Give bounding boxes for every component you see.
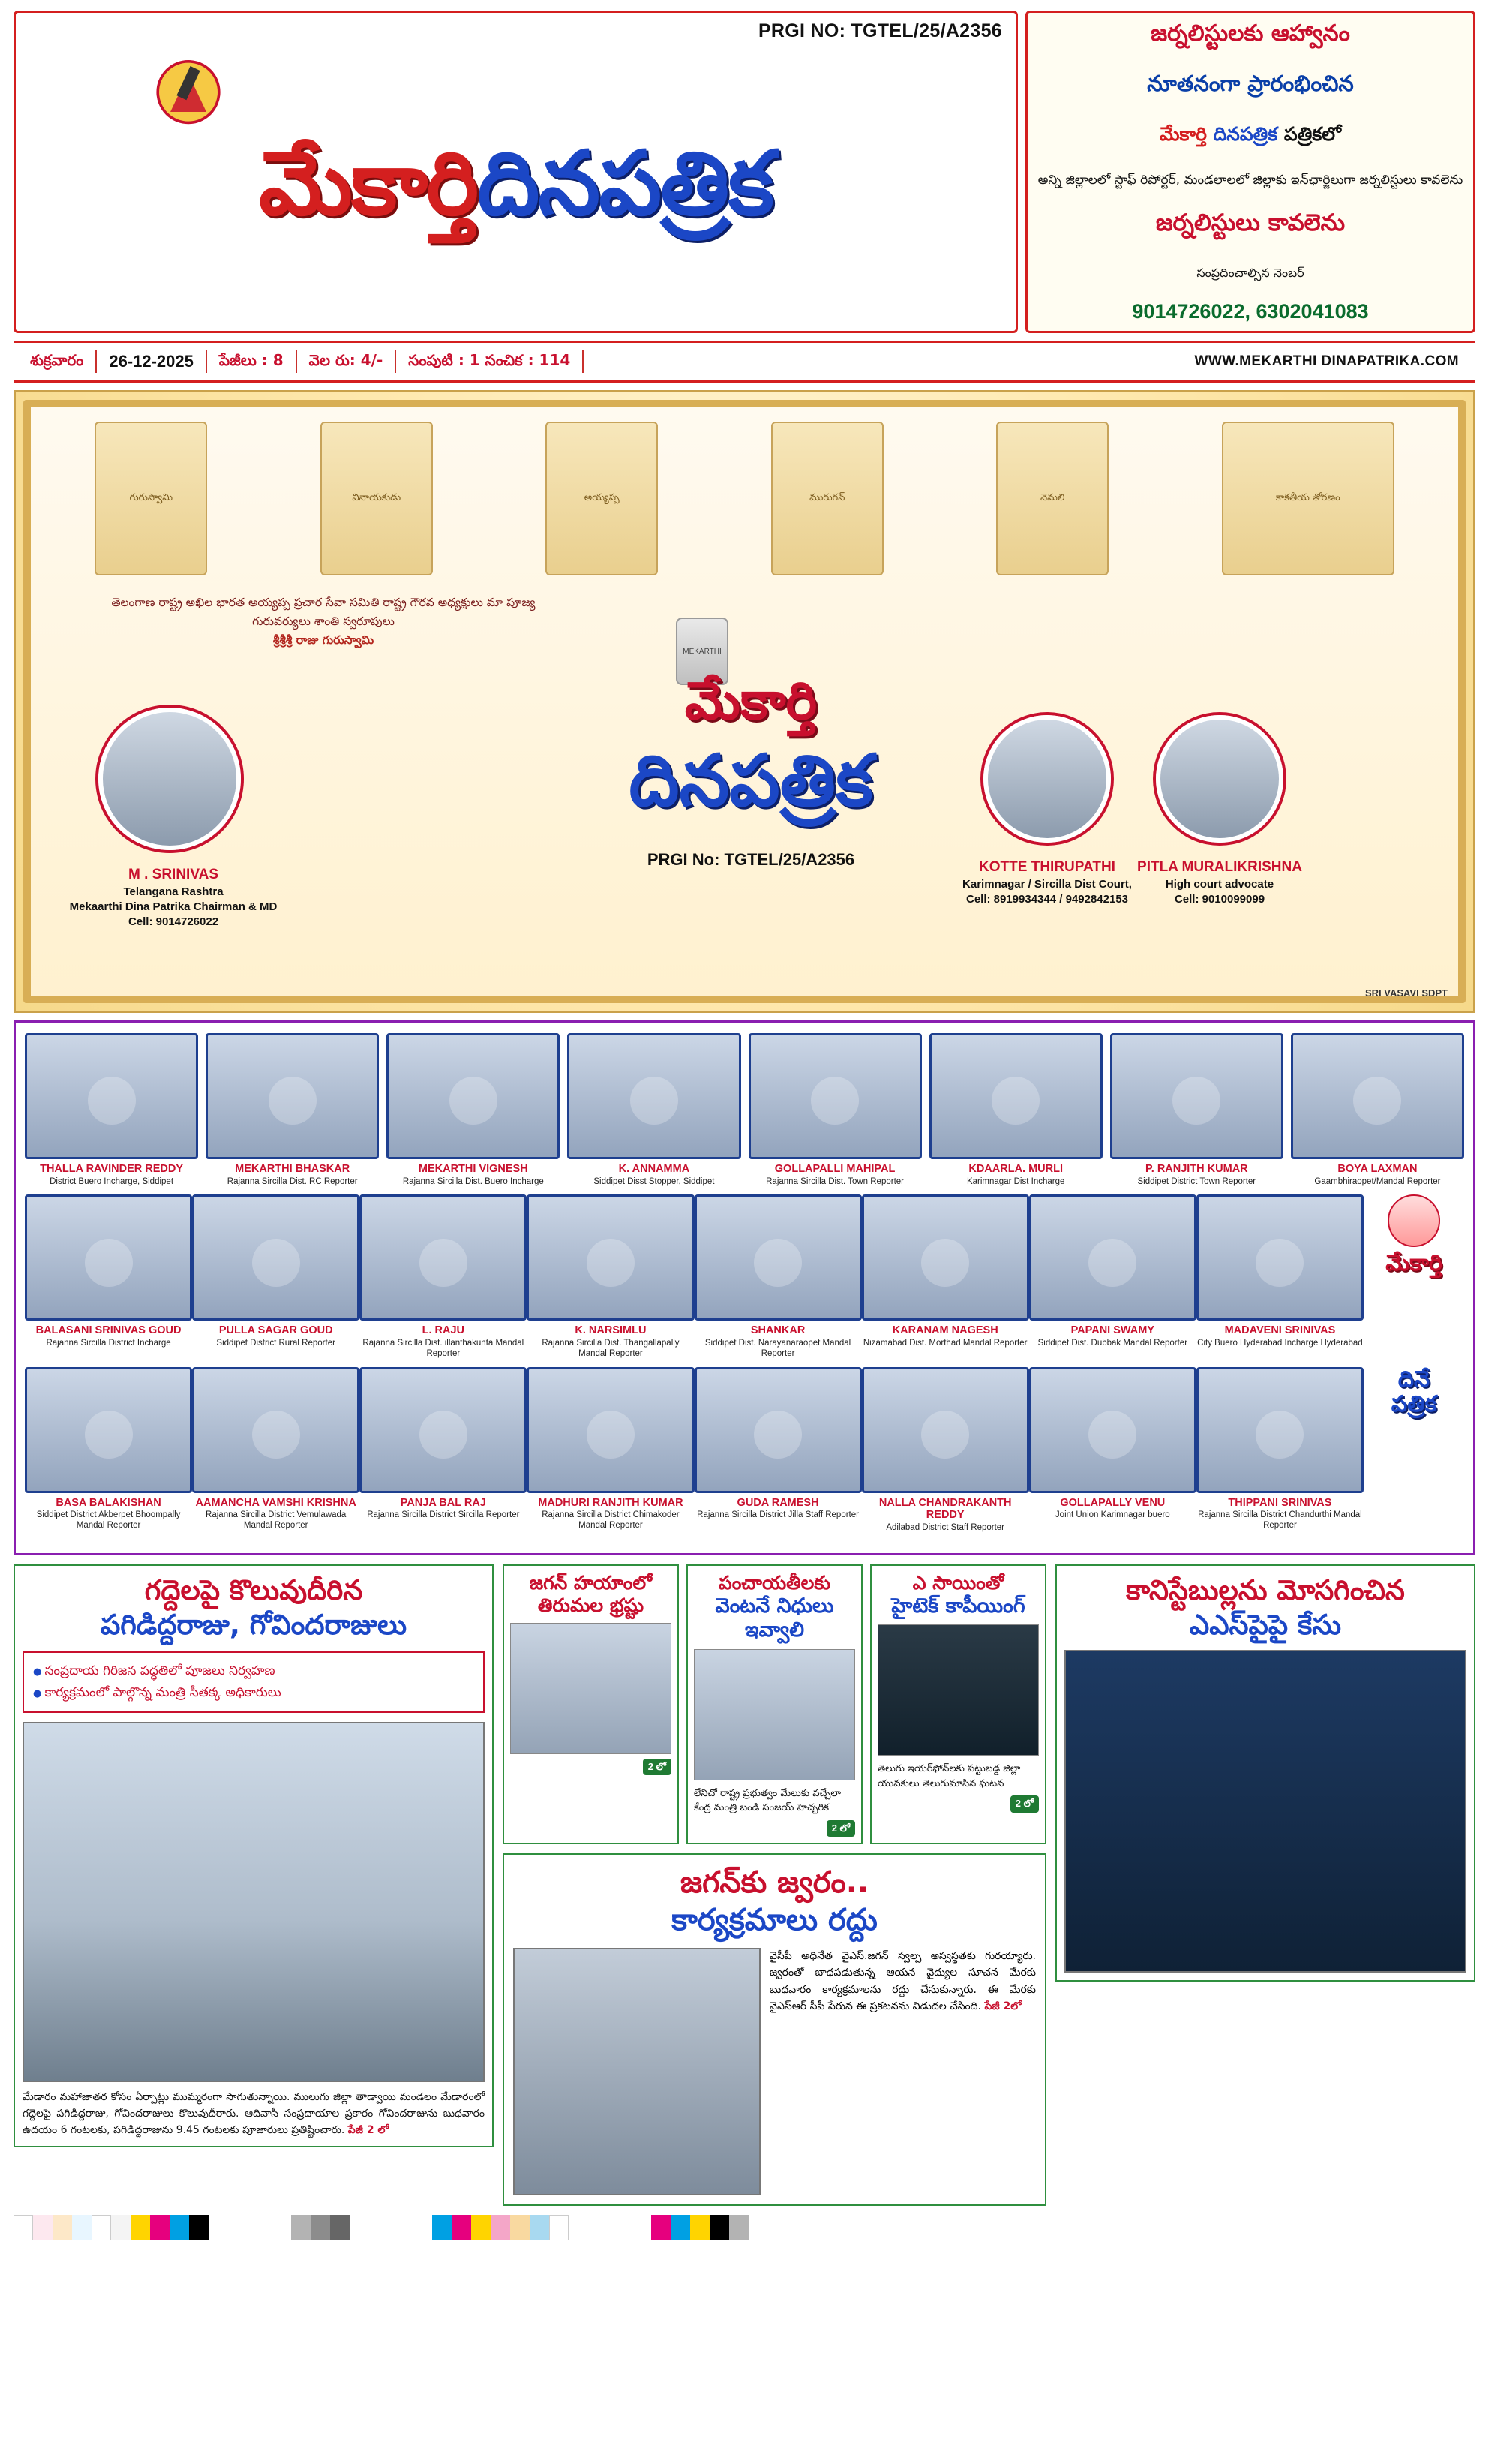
torch-hand-emblem-icon <box>143 49 233 139</box>
staff-role: Rajanna Sircilla Dist. illanthakunta Mandal Reporter <box>362 1339 524 1358</box>
color-swatch <box>530 2215 549 2240</box>
color-swatch <box>491 2215 510 2240</box>
staff-name: MEKARTHI BHASKAR <box>235 1163 350 1175</box>
advocate-2-line2: High court advocate <box>1165 877 1274 891</box>
staff-brand-logo <box>1364 1194 1464 1282</box>
staff-role: Rajanna Sircilla Dist. Town Reporter <box>766 1176 904 1186</box>
top-story-1-page-flag[interactable]: 2 లో <box>643 1759 671 1775</box>
murugan-image: మురుగన్ <box>771 422 884 575</box>
hero-credit: SRI VASAVI SDPT <box>1364 987 1448 999</box>
ad-contact-numbers: 9014726022, 6302041083 <box>1132 300 1369 323</box>
staff-name: K. NARSIMLU <box>575 1324 647 1337</box>
hero-blessing-name: శ్రీశ్రీశ్రీ రాజు గురుస్వామి <box>272 633 374 647</box>
issue-price: వెల రు: 4/- <box>308 350 383 369</box>
staff-card <box>192 1367 359 1531</box>
staff-photo <box>527 1194 694 1321</box>
staff-photo <box>206 1033 379 1159</box>
staff-card <box>695 1367 862 1521</box>
staff-card <box>359 1367 527 1521</box>
top-story-card-2 <box>686 1564 863 1844</box>
staff-card <box>1196 1194 1364 1348</box>
staff-name: PANJA BAL RAJ <box>400 1496 486 1509</box>
color-swatch <box>92 2215 111 2240</box>
news-column-middle <box>503 1564 1046 2206</box>
left-bullet-2: ● కార్యక్రమంలో పాల్గొన్న మంత్రి సీతక్క అధికారులు <box>33 1682 474 1704</box>
staff-name: BOYA LAXMAN <box>1337 1163 1418 1175</box>
color-swatch <box>131 2215 150 2240</box>
staff-name: K. ANNAMMA <box>618 1163 690 1175</box>
staff-role: Rajanna Sircilla District Jilla Staff Reporter <box>697 1510 859 1520</box>
divider <box>582 350 584 373</box>
staff-logo-blue-2: పత్రిక <box>1391 1390 1437 1417</box>
staff-role: Rajanna Sircilla Dist. RC Reporter <box>227 1176 358 1186</box>
staff-card <box>1110 1033 1283 1187</box>
advocate-2-caption <box>1118 858 1321 907</box>
staff-photo <box>192 1194 359 1321</box>
staff-row-1 <box>25 1033 1464 1187</box>
staff-card <box>25 1033 198 1187</box>
hero-banner <box>14 390 1475 1013</box>
right-headline-line-1: కానిస్టేబుల్లను మోసగించిన <box>1126 1573 1405 1606</box>
avatar-advocate-2 <box>1156 715 1283 843</box>
staff-row-2 <box>25 1194 1464 1359</box>
staff-name: GOLLAPALLI MAHIPAL <box>774 1163 896 1175</box>
issue-day: శుక్రవారం <box>30 350 84 369</box>
staff-role: Nizamabad Dist. Morthad Mandal Reporter <box>863 1339 1028 1348</box>
chairman-line3: Mekaarthi Dina Patrika Chairman & MD <box>69 900 278 913</box>
website-url[interactable]: WWW.MEKARTHI DINAPATRIKA.COM <box>1194 353 1459 369</box>
staff-logo-blue-1: దినే <box>1397 1366 1430 1393</box>
staff-name: GUDA RAMESH <box>737 1496 819 1509</box>
staff-photo <box>929 1033 1103 1159</box>
mid-headline-line-2: కార్యక్రమాలు రద్దు <box>671 1902 878 1937</box>
ad-brand-red: మేకార్తి <box>1159 122 1207 145</box>
staff-card <box>567 1033 740 1187</box>
staff-name: BASA BALAKISHAN <box>56 1496 161 1509</box>
staff-role: Joint Union Karimnagar buero <box>1055 1510 1170 1520</box>
top-story-2-headline-red: పంచాయతీలకు <box>718 1571 831 1594</box>
staff-name: L. RAJU <box>422 1324 465 1337</box>
top-story-card-1 <box>503 1564 679 1844</box>
recruitment-ad <box>1025 11 1475 333</box>
top-story-card-3 <box>870 1564 1046 1844</box>
ad-brand-blue: దినపత్రిక <box>1213 122 1278 145</box>
staff-photo <box>695 1367 862 1493</box>
left-bullet-list <box>23 1651 485 1713</box>
staff-name: PAPANI SWAMY <box>1070 1324 1155 1337</box>
issue-info-bar <box>14 341 1475 383</box>
color-swatch <box>170 2215 189 2240</box>
staff-name: PULLA SAGAR GOUD <box>218 1324 333 1337</box>
avatar-chairman <box>98 708 241 850</box>
press-emblem-icon <box>1388 1194 1440 1247</box>
advocate-2-name: PITLA MURALIKRISHNA <box>1137 859 1302 875</box>
chairman-name: M . SRINIVAS <box>128 867 218 882</box>
masthead-title-blue: దినపత్రిక <box>477 131 773 236</box>
chairman-cell: Cell: 9014726022 <box>128 915 219 929</box>
hero-blessing-line: తెలంగాణ రాష్ట్ర అఖిల భారత అయ్యప్ప ప్రచార సేవా సమితి రాష్ట్ర గౌరవ అధ్యక్షులు మా పూజ్య గురువర్యులు శాంతి స్వరూపులు <box>111 596 536 628</box>
masthead <box>14 11 1475 333</box>
staff-photo <box>1029 1367 1196 1493</box>
chairman-caption <box>61 865 286 930</box>
color-swatch <box>432 2215 452 2240</box>
top-story-1-photo <box>510 1623 671 1754</box>
staff-card <box>1196 1367 1364 1531</box>
color-swatch <box>189 2215 209 2240</box>
staff-role: Siddipet District Town Reporter <box>1137 1176 1256 1186</box>
hero-title-blue: దినపత్రిక <box>629 740 873 822</box>
left-article-text: మేడారం మహాజాతర కోసం ఏర్పాట్లు ముమ్మరంగా సాగుతున్నాయి. ములుగు జిల్లా తాడ్వాయి మండలం మేడారంలో గద్దెలపై పగిడిద్దరాజు, గోవిందరాజులు కొలువుదీరారు. ఆదివాసీ సంప్రదాయాల ప్రకారం గోవిందరాజును బుధవారం ఉదయం 6 గంటలకు, పగిడిద్దరాజును 9.45 గంటలకు పూజారులు ప్రతిష్టించారు. <box>23 2091 485 2136</box>
staff-card <box>749 1033 922 1187</box>
staff-role: Rajanna Sircilla District Chimakoder Mandal Reporter <box>542 1510 680 1531</box>
chairman-line2: Telangana Rashtra <box>123 885 224 898</box>
staff-card <box>862 1194 1029 1348</box>
color-swatch <box>710 2215 729 2240</box>
top-story-2-text: లేనిచో రాష్ట్ర ప్రభుత్వం మేలుకు వచ్చేలా కేంద్ర మంత్రి బండి సంజయ్ హెచ్చరిక <box>694 1787 841 1814</box>
staff-name: AAMANCHA VAMSHI KRISHNA <box>195 1496 356 1509</box>
staff-card <box>206 1033 379 1187</box>
color-swatch-group-right <box>432 2215 569 2240</box>
news-column-left <box>14 1564 494 2147</box>
color-swatch <box>330 2215 350 2240</box>
issue-volume: సంపుటి : 1 సంచిక : 114 <box>408 350 571 369</box>
staff-role: District Buero Incharge, Siddipet <box>50 1176 174 1186</box>
avatar-advocate-1 <box>983 715 1111 843</box>
color-swatch <box>53 2215 72 2240</box>
staff-role: Siddipet District Akberpet Bhoompally Mandal Reporter <box>36 1510 181 1531</box>
ad-contact-label: సంప్రదించాల్సిన నెంబర్‌ <box>1196 265 1304 280</box>
staff-name: THIPPANI SRINIVAS <box>1228 1496 1332 1509</box>
staff-name: THALLA RAVINDER REDDY <box>40 1163 184 1175</box>
staff-photo <box>192 1367 359 1493</box>
staff-name: KDAARLA. MURLI <box>968 1163 1064 1175</box>
mid-lower-story <box>503 1853 1046 2206</box>
color-swatch <box>111 2215 131 2240</box>
color-swatch <box>510 2215 530 2240</box>
staff-role: Siddipet District Rural Reporter <box>216 1339 335 1348</box>
staff-photo <box>25 1367 192 1493</box>
ganesha-image: వినాయకుడు <box>320 422 433 575</box>
hero-title <box>541 670 961 822</box>
staff-card <box>25 1194 192 1348</box>
mid-story-photo <box>513 1948 761 2195</box>
staff-photo <box>862 1194 1029 1321</box>
staff-photo <box>1196 1194 1364 1321</box>
staff-name: BALASANI SRINIVAS GOUD <box>35 1324 182 1337</box>
staff-role: Siddipet Disst Stopper, Siddipet <box>593 1176 715 1186</box>
staff-card <box>527 1367 694 1531</box>
hero-title-red: మేకార్తి <box>684 670 818 732</box>
staff-card <box>192 1194 359 1348</box>
staff-card <box>386 1033 560 1187</box>
color-swatch <box>671 2215 690 2240</box>
advocate-2-cell: Cell: 9010099099 <box>1174 892 1265 906</box>
staff-card <box>1029 1194 1196 1348</box>
top-story-row <box>503 1564 1046 1844</box>
issue-pages: పేజీలు : 8 <box>218 350 284 369</box>
mid-headline-line-1: జగన్‌కు జ్వరం.. <box>680 1865 869 1900</box>
top-story-3-page-flag[interactable]: 2 లో <box>1010 1795 1039 1812</box>
staff-role: Rajanna Sircilla District Incharge <box>46 1339 171 1348</box>
staff-role: Adilabad District Staff Reporter <box>886 1523 1005 1533</box>
staff-role: City Buero Hyderabad Incharge Hyderabad <box>1197 1339 1363 1348</box>
advocate-1-line2: Karimnagar / Sircilla Dist Court, <box>962 877 1132 891</box>
staff-role: Rajanna Sircilla Dist. Buero Incharge <box>402 1176 544 1186</box>
staff-photo <box>386 1033 560 1159</box>
color-swatch <box>549 2215 569 2240</box>
masthead-title-red: మేకార్తి <box>258 131 478 236</box>
staff-photo <box>359 1367 527 1493</box>
hero-prgi-number: PRGI No: TGTEL/25/A2356 <box>647 850 855 869</box>
ad-line-2: నూతనంగా ప్రారంభించిన <box>1147 71 1354 97</box>
staff-photo <box>1291 1033 1464 1159</box>
staff-photo <box>1029 1194 1196 1321</box>
staff-photo <box>1110 1033 1283 1159</box>
staff-card <box>1029 1367 1196 1521</box>
right-headline-line-2: ఎఎస్‌పైపై కేసు <box>1189 1609 1342 1642</box>
top-story-3-text: తెలుగు ఇయర్‌ఫోన్‌లకు పట్టుబడ్డ జిల్లా యువకులు తెలుగుమాసిన ఘటన <box>878 1763 1021 1789</box>
staff-card <box>527 1194 694 1359</box>
staff-role: Rajanna Sircilla District Chandurthi Mandal Reporter <box>1198 1510 1362 1531</box>
color-swatch <box>291 2215 311 2240</box>
staff-role: Siddipet Dist. Narayanaraopet Mandal Reporter <box>704 1339 851 1358</box>
left-article-page-ref[interactable]: పేజీ 2 లో <box>347 2123 389 2136</box>
staff-photo <box>749 1033 922 1159</box>
staff-card <box>1291 1033 1464 1187</box>
press-medal-icon: MEKARTHI <box>676 618 728 685</box>
left-article-photo <box>23 1722 485 2082</box>
news-area <box>14 1564 1475 2206</box>
color-swatch <box>651 2215 671 2240</box>
staff-brand-logo-bottom <box>1364 1367 1464 1417</box>
staff-role: Karimnagar Dist Incharge <box>966 1176 1065 1186</box>
color-swatch <box>33 2215 53 2240</box>
left-headline-line-1: గద్దెలపై కొలువుదీరిన <box>144 1573 363 1606</box>
right-story-photo <box>1064 1650 1466 1973</box>
color-swatch <box>311 2215 330 2240</box>
staff-role: Rajanna Sircilla District Vemulawada Mandal Reporter <box>206 1510 347 1531</box>
issue-date: 26-12-2025 <box>109 352 194 371</box>
color-swatch-group-end <box>651 2215 749 2240</box>
hero-deity-strip <box>38 412 1451 584</box>
ad-line-1: జర్నలిస్టులకు ఆహ్వానం <box>1151 20 1350 47</box>
top-story-2-photo <box>694 1649 855 1780</box>
staff-name: MEKARTHI VIGNESH <box>418 1163 528 1175</box>
staff-photo <box>1196 1367 1364 1493</box>
top-story-2-headline-blue: వెంటనే నిధులు ఇవ్వాలి <box>715 1594 834 1642</box>
staff-photo <box>695 1194 862 1321</box>
staff-card <box>359 1194 527 1359</box>
ad-line-5: జర్నలిస్టులు కావలెను <box>1155 209 1346 237</box>
color-swatch <box>72 2215 92 2240</box>
color-swatch <box>729 2215 749 2240</box>
staff-photo <box>527 1367 694 1493</box>
staff-row-3 <box>25 1367 1464 1534</box>
top-story-3-photo <box>878 1624 1039 1756</box>
staff-name: GOLLAPALLY VENU <box>1060 1496 1166 1509</box>
photo-backdrop <box>24 1723 483 2081</box>
staff-role: Rajanna Sircilla Dist. Thangallapally Mandal Reporter <box>542 1339 680 1358</box>
mid-story-content <box>513 1948 1036 2195</box>
staff-card <box>25 1367 192 1531</box>
masthead-logo-box <box>14 11 1018 333</box>
staff-photo <box>25 1033 198 1159</box>
color-swatch <box>690 2215 710 2240</box>
staff-role: Gaambhiraopet/Mandal Reporter <box>1314 1176 1441 1186</box>
color-swatch <box>150 2215 170 2240</box>
mid-story-text: వైసీపీ అధినేత వైఎస్.జగన్ స్వల్ప అస్వస్థతకు గురయ్యారు. జ్వరంతో బాధపడుతున్న ఆయన వైద్యుల సూచన మేరకు బుధవారం కార్యక్రమాలను రద్దు చేసుకున్నారు. ఈ మేరకు వైఎస్‌ఆర్ సీపీ పేరున ఈ ప్రకటనను విడుదల చేసింది. <box>770 1949 1036 2013</box>
staff-photo <box>567 1033 740 1159</box>
peacock-image: నెమలి <box>996 422 1109 575</box>
staff-card <box>862 1367 1029 1534</box>
staff-photo <box>359 1194 527 1321</box>
ad-brand-suffix: పత్రికలో <box>1283 122 1342 145</box>
color-swatch-group-mid <box>291 2215 350 2240</box>
staff-card <box>695 1194 862 1359</box>
staff-directory <box>14 1020 1475 1555</box>
right-story-card <box>1055 1564 1475 1982</box>
guru-photo: గురుస్వామి <box>95 422 207 575</box>
ad-line-4: అన్ని జిల్లాలలో స్టాఫ్‌ రిపోర్టర్‌, మండలాలలో జిల్లాకు ఇన్‌ఛార్జిలుగా జర్నలిస్టులు కావలెను <box>1037 173 1463 188</box>
staff-photo <box>862 1367 1029 1493</box>
top-story-3-headline-blue: హైటెక్ కాపీయింగ్ <box>891 1594 1025 1618</box>
kakatiya-arch-image: కాకతీయ తోరణం <box>1222 422 1394 575</box>
staff-name: P. RANJITH KUMAR <box>1145 1163 1248 1175</box>
advocate-1-name: KOTTE THIRUPATHI <box>979 859 1115 875</box>
staff-name: NALLA CHANDRAKANTH REDDY <box>878 1496 1012 1522</box>
print-color-calibration-bar <box>14 2216 1475 2246</box>
top-story-1-headline: జగన్ హయాంలో తిరుమల భ్రష్టు <box>529 1571 653 1616</box>
color-swatch <box>14 2215 33 2240</box>
staff-name: MADAVENI SRINIVAS <box>1224 1324 1336 1337</box>
staff-name: SHANKAR <box>750 1324 806 1337</box>
left-bullet-1: ● సంప్రదాయ గిరిజన పద్ధతిలో పూజలు నిర్వహణ <box>33 1660 474 1682</box>
top-story-2-page-flag[interactable]: 2 లో <box>827 1820 855 1837</box>
staff-role: Siddipet Dist. Dubbak Mandal Reporter <box>1037 1339 1188 1348</box>
prgi-number-top: PRGI NO: TGTEL/25/A2356 <box>758 20 1002 41</box>
color-swatch <box>471 2215 491 2240</box>
left-headline-line-2: పగిడిద్దరాజు, గోవిందరాజులు <box>100 1609 407 1642</box>
color-swatch <box>452 2215 471 2240</box>
left-article-body <box>23 2090 485 2138</box>
ad-line-3 <box>1037 123 1464 150</box>
color-swatch-group-left <box>14 2215 209 2240</box>
news-column-right <box>1055 1564 1475 1982</box>
staff-role: Rajanna Sircilla District Sircilla Reporter <box>367 1510 520 1520</box>
staff-name: KARANAM NAGESH <box>892 1324 998 1337</box>
hero-blessing-text <box>83 593 563 649</box>
staff-name: MADHURI RANJITH KUMAR <box>538 1496 683 1509</box>
ayyappa-image: అయ్యప్ప <box>545 422 658 575</box>
staff-logo-red: మేకార్తి <box>1385 1250 1442 1277</box>
mid-story-body <box>770 1948 1036 2195</box>
staff-card <box>929 1033 1103 1187</box>
advocate-1-cell: Cell: 8919934344 / 9492842153 <box>965 892 1129 906</box>
top-story-3-headline-red: ఎ సాయింతో <box>912 1571 1004 1594</box>
mid-story-page-ref[interactable]: పేజీ 2లో <box>984 2000 1022 2013</box>
staff-photo <box>25 1194 192 1321</box>
